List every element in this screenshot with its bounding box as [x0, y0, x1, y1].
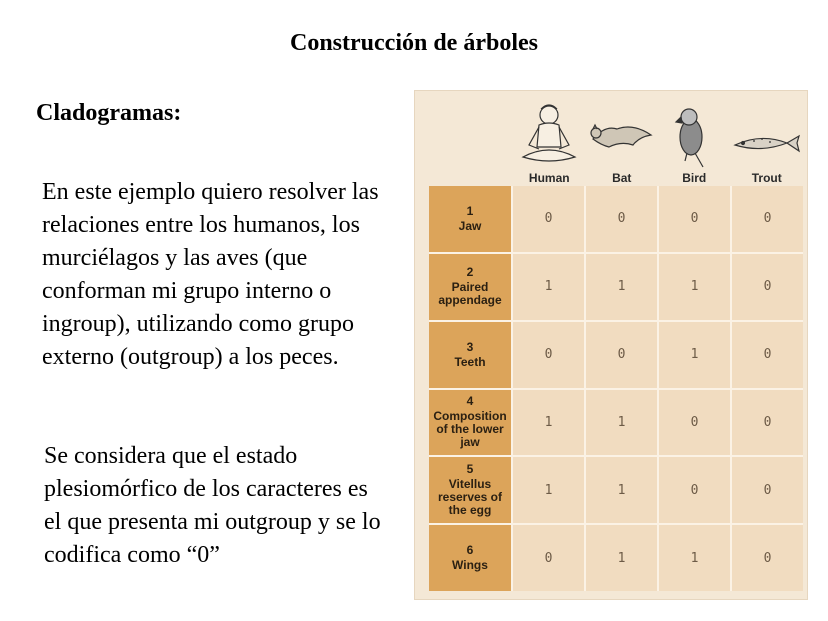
matrix-cell: 0: [513, 525, 584, 591]
matrix-cell: 1: [513, 254, 584, 320]
paragraph-intro: En este ejemplo quiero resolver las relaciones entre los humanos, los murciélagos y las aves (que conforman mi grupo interno o ingroup), utilizando como grupo externo (outgroup) a los peces.: [42, 179, 379, 370]
matrix-cell: 1: [586, 525, 657, 591]
bird-illustration: [676, 109, 703, 167]
matrix-cell: 1: [659, 525, 730, 591]
paragraph-plesiomorphy: Se considera que el estado plesiomórfico de los caracteres es el que presenta mi outgroup y se lo codifica como “0”: [44, 443, 381, 568]
character-number: 1: [466, 203, 474, 218]
matrix-cell: 0: [586, 186, 657, 252]
character-number: 2: [466, 265, 474, 280]
matrix-cell: 0: [732, 525, 803, 591]
character-name: Wings: [452, 558, 488, 573]
column-header-bat: Bat: [612, 171, 632, 185]
character-name: Paired appendage: [438, 280, 502, 308]
matrix-cell: 0: [732, 186, 803, 252]
matrix-cell: 0: [732, 322, 803, 388]
matrix-cell: 0: [732, 254, 803, 320]
matrix-cell: 1: [659, 322, 730, 388]
character-name: Vitellus reserves of the egg: [437, 477, 503, 518]
matrix-cell: 0: [659, 186, 730, 252]
matrix-cell: 0: [732, 457, 803, 523]
matrix-cell: 1: [586, 254, 657, 320]
bat-illustration: [591, 125, 651, 147]
trout-illustration: [735, 136, 799, 151]
animal-illustrations: [513, 95, 803, 171]
human-illustration: [523, 105, 575, 161]
character-number: 6: [466, 543, 474, 558]
character-number: 3: [466, 339, 474, 354]
matrix-cell: 0: [659, 457, 730, 523]
matrix-cell: 1: [659, 254, 730, 320]
character-matrix-figure: [414, 90, 808, 600]
character-label: [429, 254, 511, 320]
character-label: [429, 186, 511, 252]
character-name: Jaw: [458, 218, 482, 233]
matrix-cell: 1: [513, 457, 584, 523]
character-number: 5: [466, 462, 474, 477]
character-name: Teeth: [454, 354, 486, 369]
matrix-cell: 0: [586, 322, 657, 388]
character-label: [429, 525, 511, 591]
column-header-bird: Bird: [682, 171, 707, 185]
matrix-cell: 1: [513, 390, 584, 456]
matrix-cell: 1: [586, 390, 657, 456]
matrix-cell: 0: [659, 390, 730, 456]
column-header-human: Human: [528, 171, 570, 185]
character-number: 4: [466, 394, 474, 409]
matrix-cell: 0: [732, 390, 803, 456]
table-header: [513, 171, 803, 185]
character-name: Composition of the lower jaw: [433, 409, 507, 450]
matrix-cell: 0: [513, 322, 584, 388]
page-title: Construcción de árboles: [290, 30, 538, 56]
matrix-cell: 1: [586, 457, 657, 523]
character-label: [429, 322, 511, 388]
matrix-cell: 0: [513, 186, 584, 252]
column-header-trout: Trout: [751, 171, 782, 185]
character-label: [429, 457, 511, 523]
character-label: [429, 390, 511, 456]
section-subtitle: Cladogramas:: [36, 100, 182, 126]
character-matrix: [429, 186, 803, 591]
